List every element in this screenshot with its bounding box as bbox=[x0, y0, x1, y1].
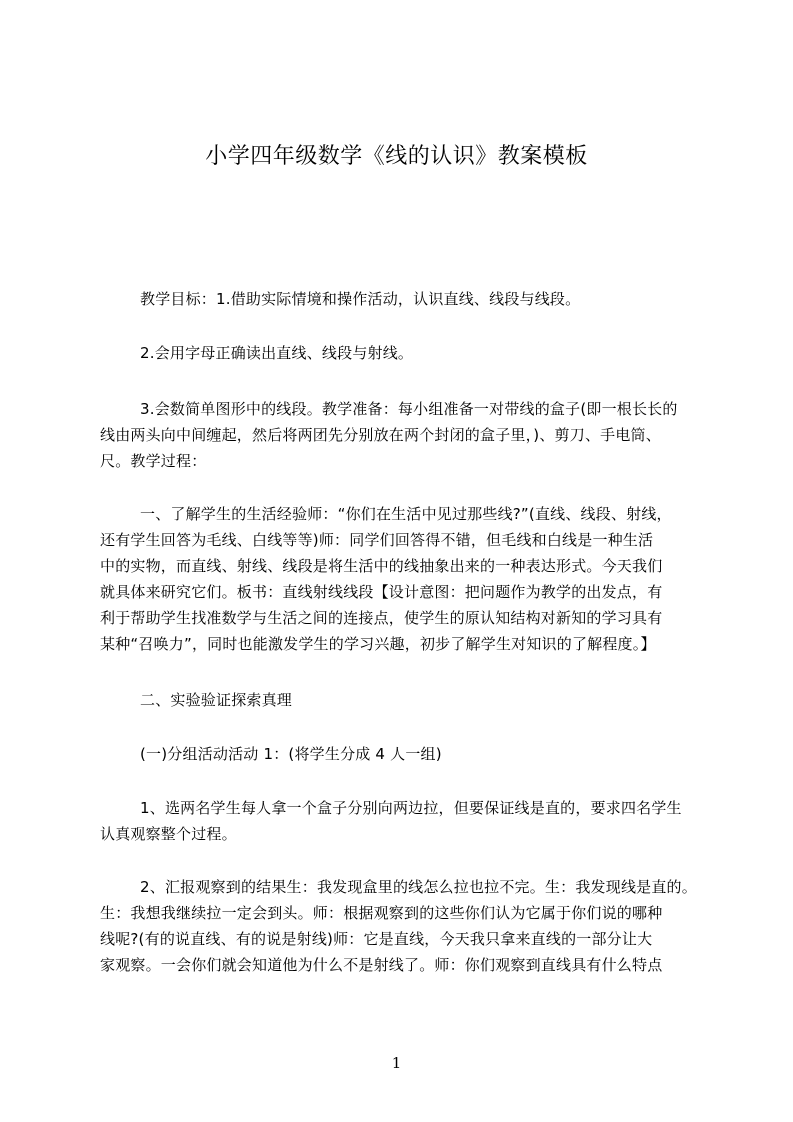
paragraph-section-1 bbox=[100, 501, 700, 657]
paragraph-line: 2.会用字母正确读出直线、线段与射线。 bbox=[140, 344, 414, 362]
paragraph-line: 还有学生回答为毛线、白线等等)师：同学们回答得不错，但毛线和白线是一种生活 bbox=[100, 531, 654, 549]
paragraph-line: 认真观察整个过程。 bbox=[100, 825, 237, 843]
paragraph-activity-step-1 bbox=[100, 795, 700, 847]
paragraph-line: 生：我想我继续拉一定会到头。师：根据观察到的这些你们认为它属于你们说的哪种 bbox=[100, 904, 663, 922]
paragraph-line: 一、了解学生的生活经验师：“你们在生活中见过那些线?”(直线、线段、射线， bbox=[140, 505, 672, 523]
paragraph-line: 3.会数简单图形中的线段。教学准备：每小组准备一对带线的盒子(即一根长长的 bbox=[140, 400, 678, 418]
paragraph-line: 家观察。一会你们就会知道他为什么不是射线了。师：你们观察到直线具有什么特点 bbox=[100, 956, 663, 974]
paragraph-line: 某种“召唤力”，同时也能激发学生的学习兴趣，初步了解学生对知识的了解程度。】 bbox=[100, 635, 656, 653]
document-title: 小学四年级数学《线的认识》教案模板 bbox=[205, 144, 588, 169]
paragraph-line: 尺。教学过程： bbox=[100, 452, 207, 470]
paragraph-line: 就具体来研究它们。板书：直线射线线段【设计意图：把问题作为教学的出发点，有 bbox=[100, 583, 663, 601]
paragraph-line: 二、实验验证探索真理 bbox=[140, 691, 293, 709]
paragraph-line: (一)分组活动活动 1：(将学生分成 4 人一组) bbox=[140, 745, 442, 763]
paragraph-line: 线呢?(有的说直线、有的说是射线)师：它是直线，今天我只拿来直线的一部分让大 bbox=[100, 930, 653, 948]
page-number: 1 bbox=[391, 1054, 402, 1072]
paragraph-activity-step-2 bbox=[100, 874, 700, 978]
paragraph-line: 教学目标：1.借助实际情境和操作活动，认识直线、线段与线段。 bbox=[140, 290, 581, 308]
paragraph-objective-3 bbox=[100, 396, 700, 474]
paragraph-group-activity bbox=[100, 741, 700, 767]
paragraph-line: 利于帮助学生找准数学与生活之间的连接点，使学生的原认知结构对新知的学习具有 bbox=[100, 609, 663, 627]
paragraph-line: 线由两头向中间缠起，然后将两团先分别放在两个封闭的盒子里，)、剪刀、手电筒、 bbox=[100, 426, 661, 444]
paragraph-line: 中的实物，而直线、射线、线段是将生活中的线抽象出来的一种表达形式。今天我们 bbox=[100, 557, 663, 575]
paragraph-line: 1、选两名学生每人拿一个盒子分别向两边拉，但要保证线是直的，要求四名学生 bbox=[140, 799, 682, 817]
paragraph-line: 2、汇报观察到的结果生：我发现盒里的线怎么拉也拉不完。生：我发现线是直的。 bbox=[140, 878, 697, 896]
paragraph-objective-1 bbox=[100, 286, 700, 312]
paragraph-objective-2 bbox=[100, 340, 700, 366]
paragraph-section-2-heading bbox=[100, 687, 700, 713]
